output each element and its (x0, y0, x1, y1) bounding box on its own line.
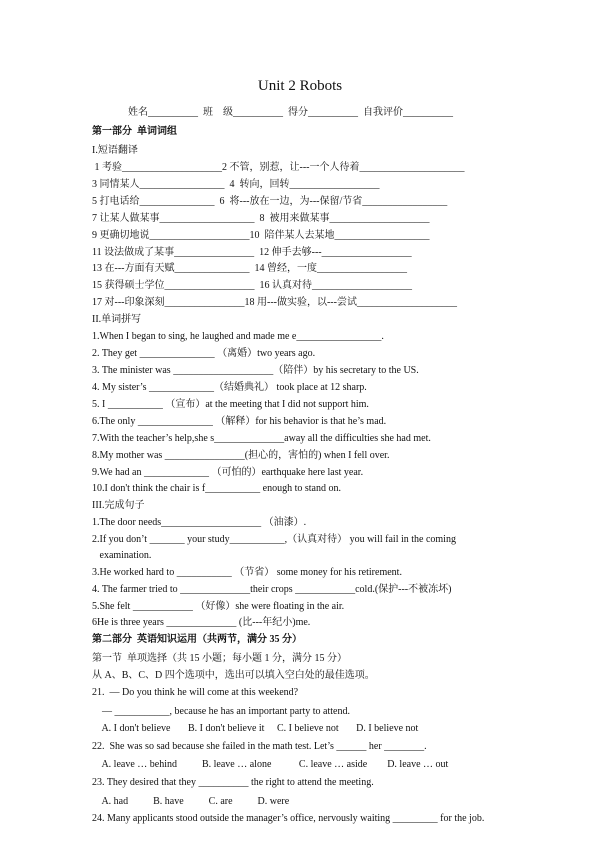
worksheet-line: 5 打电话给_______________ 6 将---放在一边，为---保留/节省_________________ (92, 196, 448, 207)
worksheet-line: A. leave … behind B. leave … alone C. leave … aside D. leave … out (92, 759, 449, 770)
worksheet-line: A. had B. have C. are D. were (92, 796, 290, 807)
worksheet-line: 2.If you don’t _______ your study___________,（认真对待） you will fail in the coming (92, 534, 456, 545)
worksheet-line: 10.I don't think the chair is f___________ enough to stand on. (92, 483, 341, 494)
worksheet-line: 第一节 单项选择（共 15 小题；每小题 1 分，满分 15 分） (92, 653, 347, 664)
worksheet-line: 13 在---方面有天赋_______________ 14 曾经，一度__________________ (92, 263, 407, 274)
worksheet-line: 9.We had an _____________ （可怕的）earthquake here last year. (92, 467, 364, 478)
student-info-line: 姓名__________ 班 级__________ 得分__________ 自我评价__________ (128, 107, 453, 118)
worksheet-line: 5. I ___________ （宣布）at the meeting that I did not support him. (92, 399, 369, 410)
worksheet-line: 2. They get _______________ （离婚）two years ago. (92, 348, 316, 359)
worksheet-line: examination. (92, 550, 152, 561)
worksheet-line: 1.When I began to sing, he laughed and made me e_________________. (92, 331, 384, 342)
section-heading: 第一部分 单词词组 (92, 126, 177, 137)
worksheet-line: 1 考验____________________2 不管，别惹，让---一个人待着_____________________ (92, 162, 465, 173)
worksheet-line: I.短语翻译 (92, 145, 138, 156)
worksheet-line: 15 获得硕士学位__________________ 16 认真对待____________________ (92, 280, 412, 291)
worksheet-line: 21. — Do you think he will come at this weekend? (92, 687, 299, 698)
worksheet-line: 3 同情某人_________________ 4 转向，回转__________________ (92, 179, 380, 190)
worksheet-line: 9 更确切地说____________________10 陪伴某人去某地___________________ (92, 230, 430, 241)
worksheet-line: 17 对---印象深刻________________18 用---做实验，以---尝试____________________ (92, 297, 457, 308)
worksheet-line: 3.He worked hard to ___________ （节省） some money for his retirement. (92, 567, 402, 578)
worksheet-line: 1.The door needs____________________ （油漆）. (92, 517, 307, 528)
worksheet-line: 7.With the teacher’s help,she s______________away all the difficulties she had met. (92, 433, 431, 444)
worksheet-line: 11 设法做成了某事________________ 12 伸手去够---__________________ (92, 247, 412, 258)
worksheet-line: 22. She was so sad because she failed in the math test. Let’s ______ her ________. (92, 741, 427, 752)
worksheet-line: 24. Many applicants stood outside the manager’s office, nervously waiting _________ for the job. (92, 813, 485, 824)
worksheet-line: 6.The only _______________ （解释）for his behavior is that he’s mad. (92, 416, 387, 427)
worksheet-line: III.完成句子 (92, 500, 145, 511)
worksheet-line: II.单词拼写 (92, 314, 142, 325)
worksheet-line: 4. The farmer tried to ______________their crops ____________cold.(保护---不被冻坏) (92, 584, 452, 595)
worksheet-line: 从 A、B、C、D 四个选项中，选出可以填入空白处的最佳选项。 (92, 670, 375, 681)
page-title: Unit 2 Robots (257, 78, 343, 94)
worksheet-line: 5.She felt ____________ （好像）she were floating in the air. (92, 601, 345, 612)
worksheet-line: 6He is three years ______________ (比---年纪小)me. (92, 617, 311, 628)
worksheet-line: 3. The minister was ____________________（陪伴）by his secretary to the US. (92, 365, 419, 376)
worksheet-line: 7 让某人做某事___________________ 8 被用来做某事____________________ (92, 213, 430, 224)
worksheet-line: A. I don't believe B. I don't believe it C. I believe not D. I believe not (92, 723, 419, 734)
worksheet-line: 8.My mother was ________________(担心的，害怕的) when I fell over. (92, 450, 390, 461)
section-heading: 第二部分 英语知识运用（共两节，满分 35 分） (92, 634, 302, 645)
worksheet-line: — ___________, because he has an important party to attend. (92, 706, 350, 717)
worksheet-line: 23. They desired that they __________ the right to attend the meeting. (92, 777, 374, 788)
worksheet-line: 4. My sister’s _____________（结婚典礼） took place at 12 sharp. (92, 382, 367, 393)
